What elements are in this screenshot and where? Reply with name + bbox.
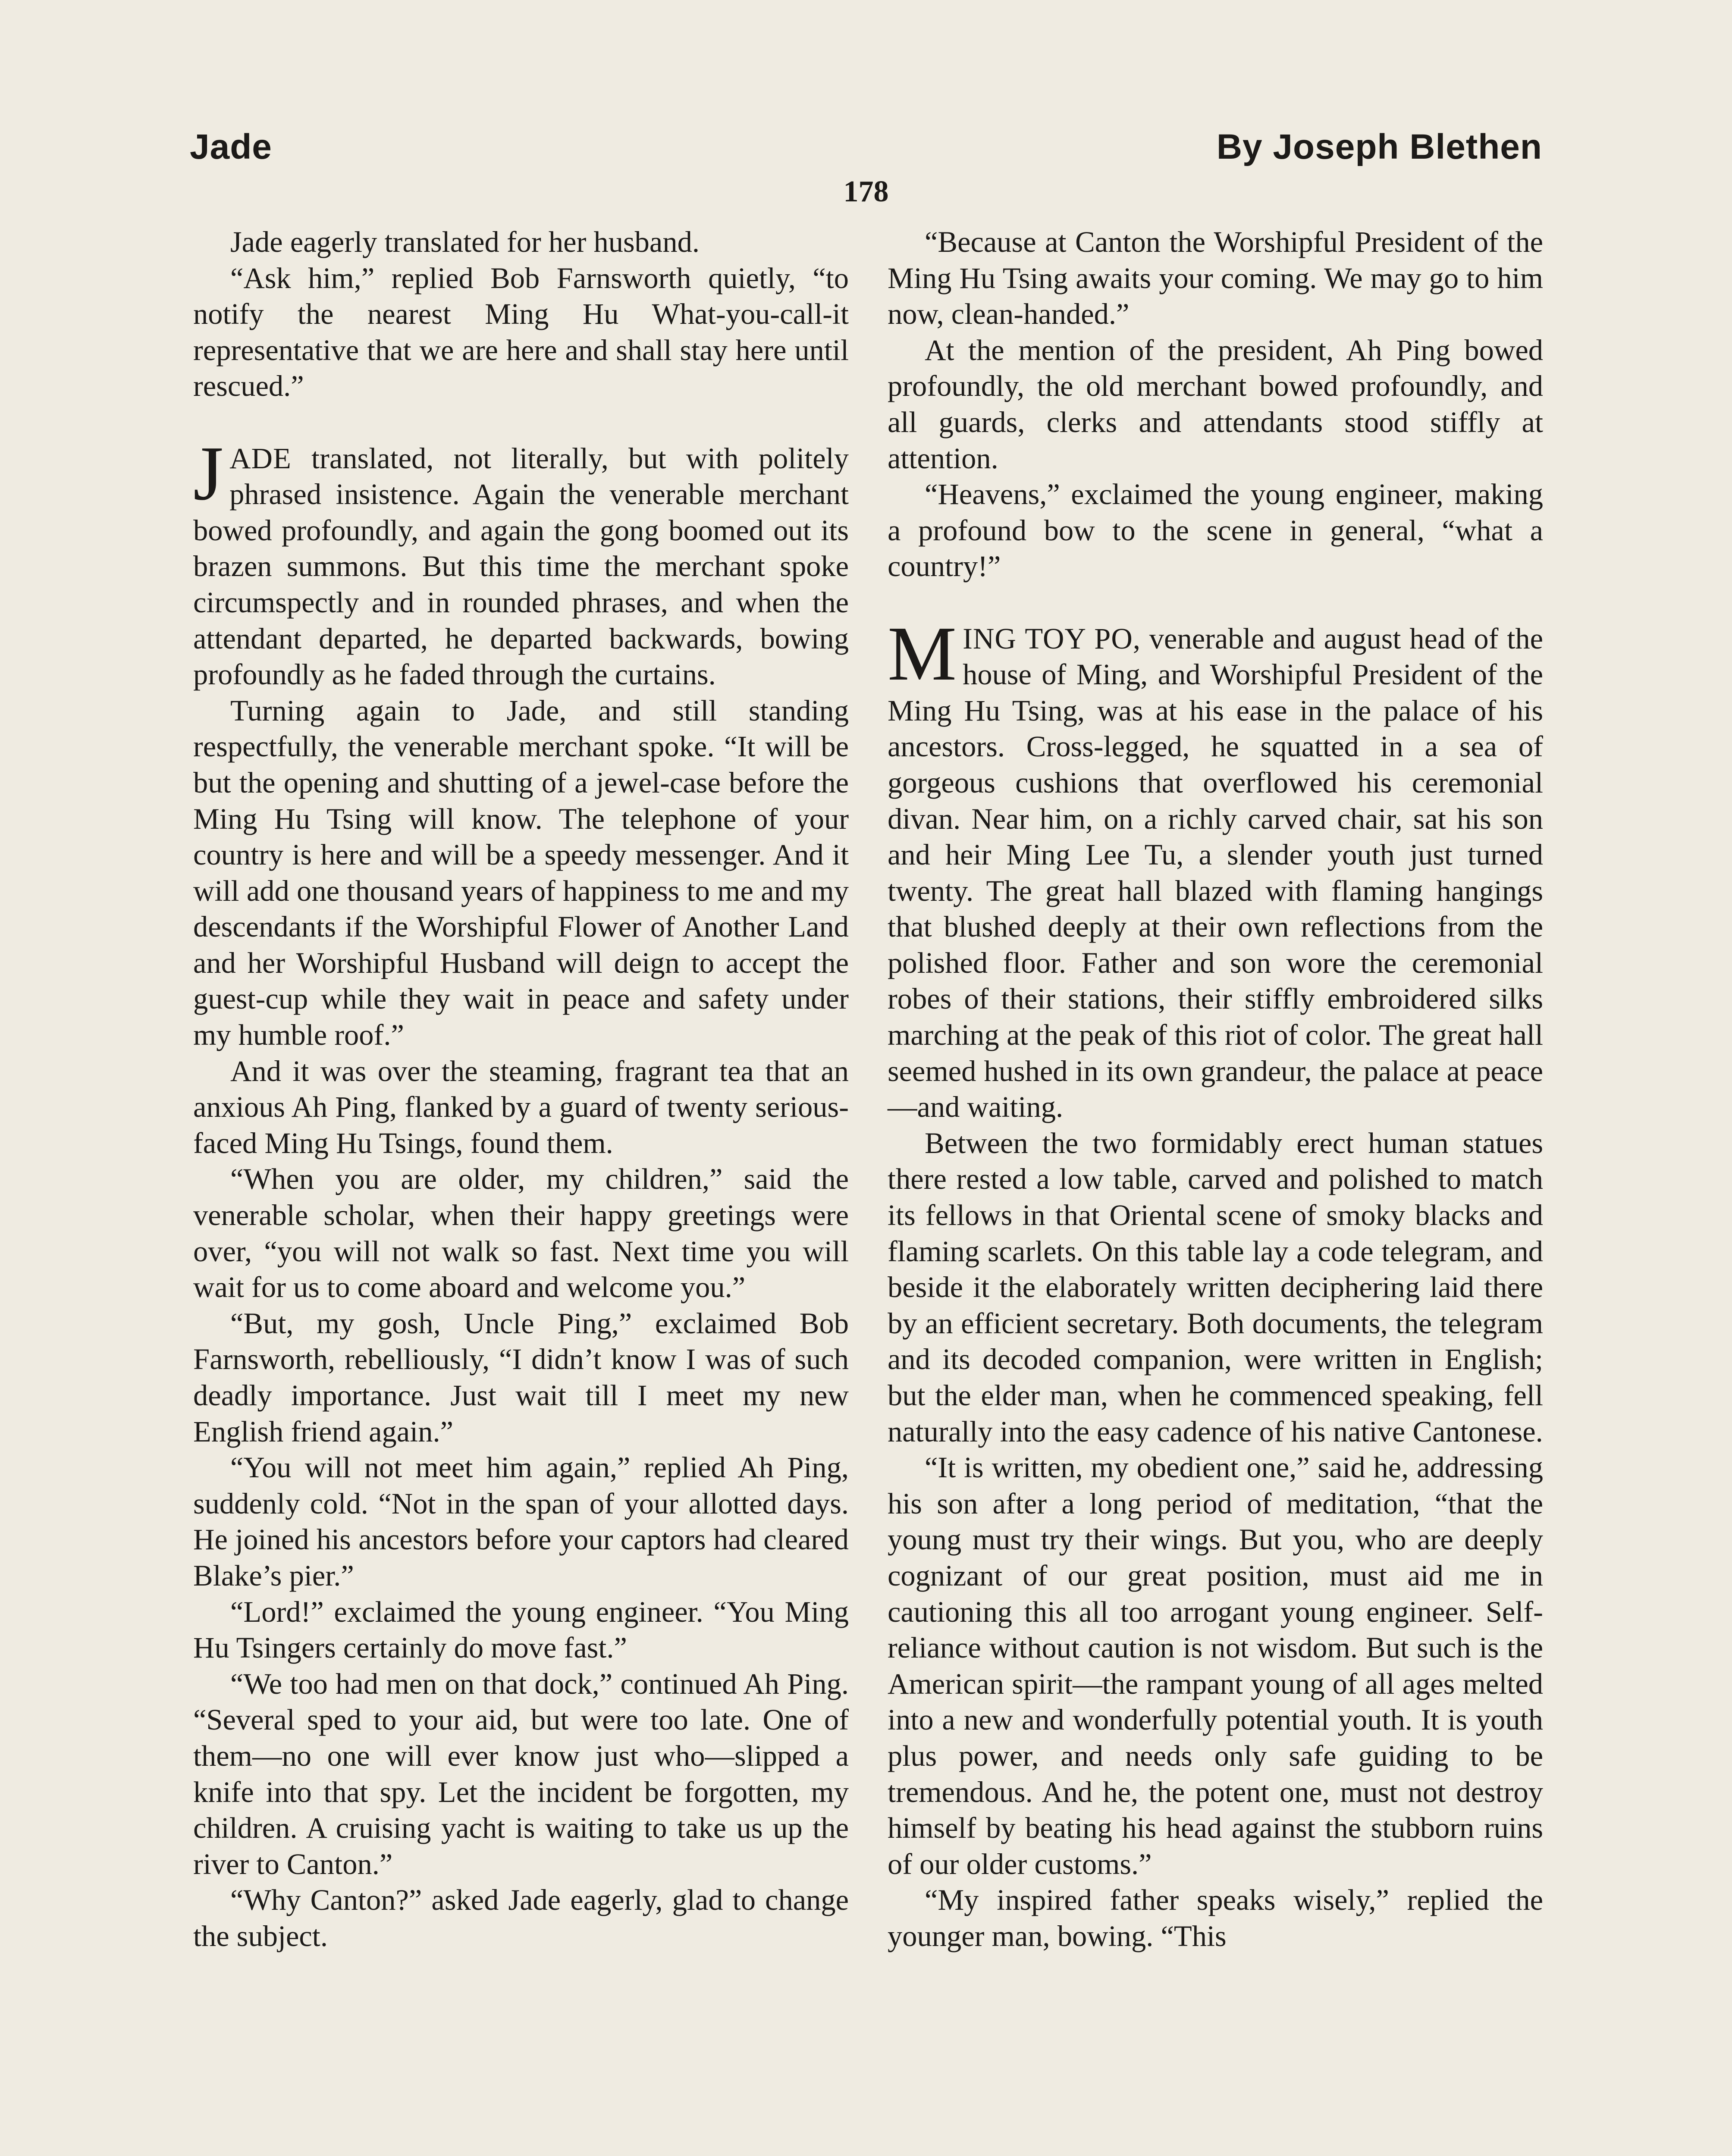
section-opening-paragraph	[888, 610, 1543, 1125]
paragraph: “Lord!” exclaimed the young engineer. “You Ming Hu Tsingers certainly do move fast.”	[193, 1595, 849, 1664]
paragraph: “Ask him,” replied Bob Farnsworth quietly, “to notify the nearest Ming Hu What-you-call-it representative that we are here and shall stay here until rescued.”	[193, 261, 849, 403]
drop-cap: M	[888, 610, 957, 696]
lead-in-caps: ADE	[229, 442, 292, 475]
paragraph: “Because at Canton the Worshipful President of the Ming Hu Tsing awaits your coming. We may go to him now, clean-handed.”	[888, 226, 1543, 331]
paragraph: Turning again to Jade, and still standing respectfully, the venerable merchant spoke. “It will be but the opening and shutting of a jewel-case before the Ming Hu Tsing will know. The telephone of your country is here and will be a speedy messenger. And it will add one thousand years of happiness to me and my descendants if the Worshipful Flower of Another Land and her Worshipful Husband will deign to accept the guest-cup while they wait in peace and safety under my humble roof.”	[193, 694, 849, 1052]
lead-in-caps: ING TOY PO,	[963, 622, 1141, 655]
paragraph: At the mention of the president, Ah Ping bowed profoundly, the old merchant bowed profoundly, and all guards, clerks and attendants stood stiffly at attention.	[888, 333, 1543, 475]
paragraph: “We too had men on that dock,” continued Ah Ping. “Several sped to your aid, but were too late. One of them—no one will ever know just who—slipped a knife into that spy. Let the incident be forgotten, my children. A cruising yacht is waiting to take us up the river to Canton.”	[193, 1667, 849, 1880]
section-opening-paragraph	[193, 430, 849, 693]
author-byline: By Joseph Blethen	[1216, 127, 1542, 166]
paragraph: “It is written, my obedient one,” said he, addressing his son after a long period of meditation, “that the young must try their wings. But you, who are deeply cognizant of our great position, must aid me in cautioning this all too arrogant young engineer. Self-reliance without caution is not wisdom. But such is the American spirit—the rampant young of all ages melted into a new and wonderfully potential youth. It is youth plus power, and needs only safe guiding to be tremendous. And he, the potent one, must not destroy himself by beating his head against the stubborn ruins of our older customs.”	[888, 1451, 1543, 1880]
story-title: Jade	[190, 127, 272, 166]
paragraph-text: venerable and august head of the house of Ming, and Worshipful President of the Ming Hu Tsing, was at his ease in the palace of his ancestors. Cross-legged, he squatted in a sea of gorgeous cushions that overflowed his ceremonial divan. Near him, on a richly carved chair, sat his son and heir Ming Lee Tu, a slender youth just turned twenty. The great hall blazed with flaming hangings that blushed deeply at their own reflections from the polished floor. Father and son wore the ceremonial robes of their stations, their stiffly embroidered silks marching at the peak of this riot of color. The great hall seemed hushed in its own grandeur, the palace at peace—and waiting.	[888, 622, 1543, 1124]
paragraph-text: translated, not literally, but with politely phrased insistence. Again the venerable merchant bowed profoundly, and again the gong boomed out its brazen summons. But this time the merchant spoke circumspectly and in rounded phrases, and when the attendant departed, he departed backwards, bowing profoundly as he faded through the curtains.	[193, 442, 849, 691]
paragraph: “You will not meet him again,” replied Ah Ping, suddenly cold. “Not in the span of your allotted days. He joined his ancestors before your captors had cleared Blake’s pier.”	[193, 1451, 849, 1592]
paragraph: “My inspired father speaks wisely,” replied the younger man, bowing. “This	[888, 1883, 1543, 1952]
paragraph: “Why Canton?” asked Jade eagerly, glad to change the subject.	[193, 1883, 849, 1952]
paragraph: “Heavens,” exclaimed the young engineer, making a profound bow to the scene in general, “what a country!”	[888, 478, 1543, 583]
paragraph: Jade eagerly translated for her husband.	[230, 226, 700, 258]
paragraph: “When you are older, my children,” said the venerable scholar, when their happy greetings were over, “you will not walk so fast. Next time you will wait for us to come aboard and welcome you.”	[193, 1163, 849, 1304]
page-number: 178	[843, 175, 889, 208]
paragraph: And it was over the steaming, fragrant tea that an anxious Ah Ping, flanked by a guard of twenty serious-faced Ming Hu Tsings, found them.	[193, 1054, 849, 1159]
right-column	[888, 224, 1543, 1955]
paragraph: Between the two formidably erect human statues there rested a low table, carved and polished to match its fellows in that Oriental scene of smoky blacks and flaming scarlets. On this table lay a code telegram, and beside it the elaborately written deciphering laid there by an efficient secretary. Both documents, the telegram and its decoded companion, were written in English; but the elder man, when he commenced speaking, fell naturally into the easy cadence of his native Cantonese.	[888, 1126, 1543, 1448]
paragraph: “But, my gosh, Uncle Ping,” exclaimed Bob Farnsworth, rebelliously, “I didn’t know I was of such deadly importance. Just wait till I meet my new English friend again.”	[193, 1307, 849, 1448]
left-column	[193, 224, 849, 1955]
drop-cap: J	[193, 430, 224, 516]
